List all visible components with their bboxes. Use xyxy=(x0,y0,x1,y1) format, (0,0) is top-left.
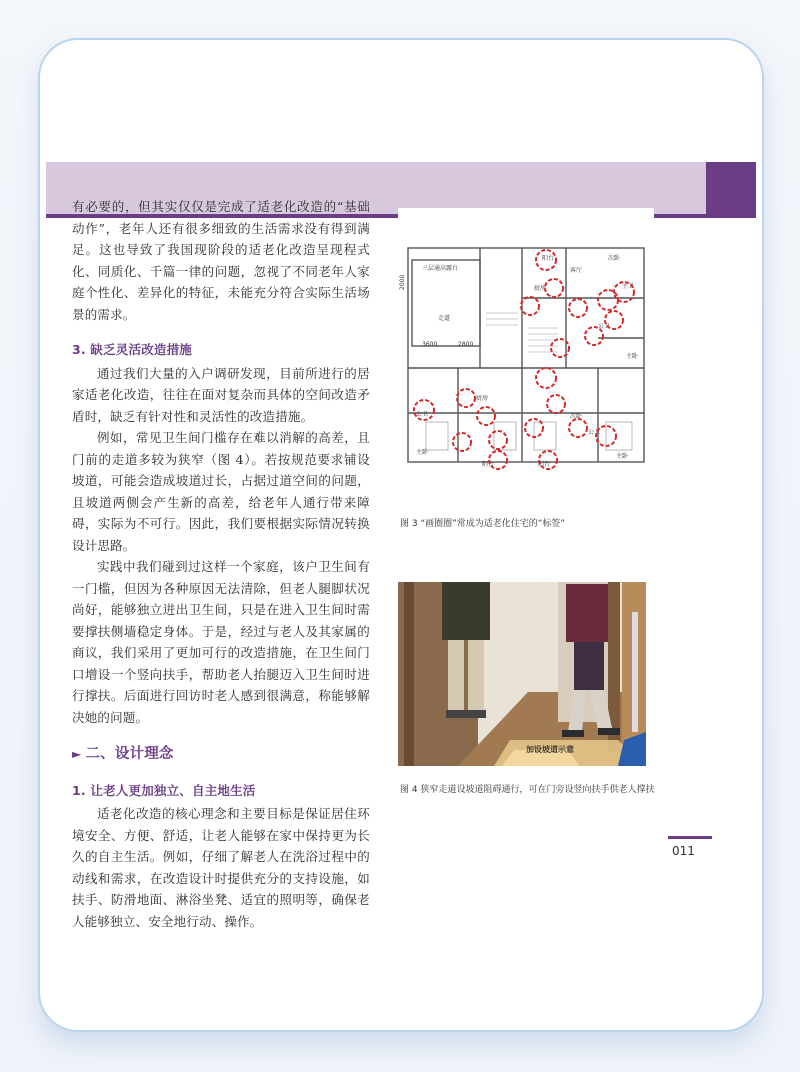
page-number-rule xyxy=(668,836,712,839)
plan-label: 主卫 xyxy=(622,283,635,290)
plan-label: 公卫 xyxy=(598,323,611,330)
paragraph: 适老化改造的核心理念和主要目标是保证居住环境安全、方便、舒适，让老人能够在家中保持更为长久的自主生活。例如，仔细了解老人在洗浴过程中的动线和需求，在改造设计时提供充分的支持设施，如扶手、防滑地面、淋浴坐凳、适宜的照明等，确保老人能够独立、安全地行动、操作。 xyxy=(72,806,370,929)
red-circle-marker xyxy=(585,327,603,345)
subsection-heading-1: 1. 让老人更加独立、自主地生活 xyxy=(72,782,256,798)
red-circle-marker xyxy=(453,433,471,451)
red-circle-marker xyxy=(477,407,495,425)
plan-label: 公卫 xyxy=(588,429,601,436)
figure-4-caption: 图 4 狭窄走道设坡道阻碍通行，可在门旁设竖向扶手供老人撑扶 xyxy=(400,785,655,795)
section-heading-text: 二、设计理念 xyxy=(85,746,174,762)
plan-label: 主卧 xyxy=(416,449,429,456)
paragraph: 有必要的，但其实仅仅是完成了适老化改造的“基础动作”，老年人还有很多细致的生活需求没有得到满足。这也导致了我国现阶段的适老化改造呈现程式化、同质化、千篇一律的问题，忽视了不同老年人家庭个性化、差异化的特征，未能充分符合实际生活场景的需求。 xyxy=(72,199,370,322)
red-circle-marker xyxy=(521,297,539,315)
dimension-label: 3600 xyxy=(422,341,438,348)
header-band-accent xyxy=(706,162,756,214)
plan-label: 阳台 xyxy=(482,461,495,468)
paragraph: 实践中我们碰到过这样一个家庭，该户卫生间有一门槛，但因为各种原因无法清除，但老人腿脚状况尚好，能够独立进出卫生间，只是在进入卫生间时需要撑扶侧墙稳定身体。于是，经过与老人及其家属的商议，我们采用了更加可行的改造措施，在卫生间门口增设一个竖向扶手，帮助老人抬腿迈入卫生间时进行撑扶。后面进行回访时老人感到很满意，称能够解决她的问题。 xyxy=(72,559,370,725)
red-circle-marker xyxy=(545,279,563,297)
plan-label: 厨房 xyxy=(476,395,489,402)
main-text-column xyxy=(72,196,370,932)
page-number: 011 xyxy=(672,844,695,858)
plan-label: 三层通高露台 xyxy=(422,265,459,272)
plan-label: 阳台 xyxy=(538,461,551,468)
floor-plan-drawing xyxy=(398,208,654,470)
plan-label: 次卧 xyxy=(608,255,621,262)
figure-3-caption: 图 3 “画圈圈”常成为适老化住宅的“标签” xyxy=(400,519,566,529)
dimension-label: 2800 xyxy=(458,341,474,348)
plan-label: 客厅 xyxy=(570,267,583,274)
dimension-label: 2000 xyxy=(399,274,406,290)
plan-label: 阳台 xyxy=(542,255,555,262)
floor-plan-figure xyxy=(398,208,654,470)
red-circle-marker xyxy=(536,368,556,388)
red-circle-marker xyxy=(569,299,587,317)
paragraph: 例如，常见卫生间门槛存在难以消解的高差，且门前的走道多较为狭窄（图 4）。若按规范要求铺设坡道，可能会造成坡道过长，占据过道空间的问题，且坡道两侧会产生新的高差，给老年人通行带来障碍，实际为不可行。因此，我们要根据实际情况转换设计思路。 xyxy=(72,430,370,553)
corridor-photo-illustration xyxy=(398,582,646,766)
red-circle-marker xyxy=(547,395,565,413)
plan-label: 走道 xyxy=(438,315,451,322)
triangle-arrow-icon: ► xyxy=(72,747,82,761)
plan-label: 厨房 xyxy=(534,285,547,292)
red-circle-marker xyxy=(489,451,507,469)
plan-label: 公卫 xyxy=(416,411,429,418)
plan-label: 次卧 xyxy=(570,413,583,420)
section-heading xyxy=(72,744,370,766)
red-circle-marker xyxy=(569,419,587,437)
red-circle-marker xyxy=(457,389,475,407)
terrace-outline xyxy=(412,260,480,346)
ramp-label: 加设坡道示意 xyxy=(526,745,574,754)
plan-label: 主卧 xyxy=(616,453,629,460)
paragraph: 通过我们大量的入户调研发现，目前所进行的居家适老化改造，往往在面对复杂而具体的空间改造矛盾时，缺乏有针对性和灵活性的改造措施。 xyxy=(72,365,370,424)
red-circle-marker xyxy=(605,311,623,329)
plan-label: 主卧 xyxy=(626,353,639,360)
photo-figure xyxy=(398,582,646,766)
subsection-heading-3: 3. 缺乏灵活改造措施 xyxy=(72,342,192,357)
